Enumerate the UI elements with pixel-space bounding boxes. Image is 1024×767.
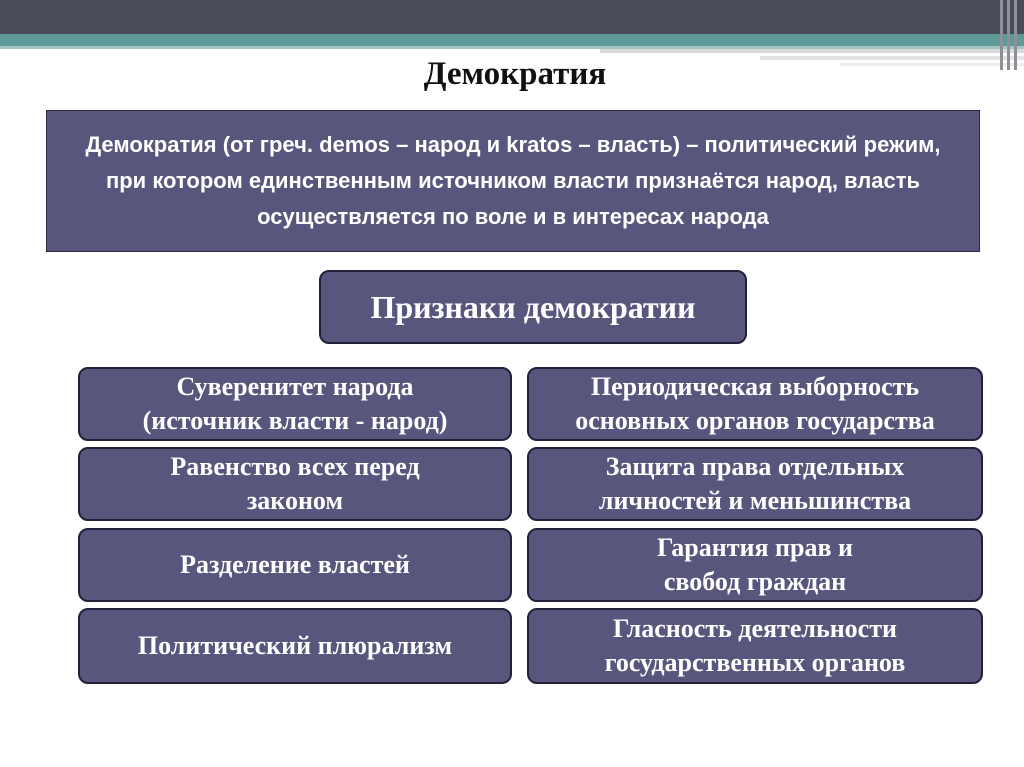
feature-box-elections bbox=[527, 367, 983, 441]
top-teal-band bbox=[0, 34, 1024, 46]
feature-box-rights-guarantee bbox=[527, 528, 983, 602]
feature-line: государственных органов bbox=[604, 648, 906, 677]
feature-line: (источник власти - народ) bbox=[142, 406, 448, 435]
feature-line: Гласность деятельности bbox=[613, 614, 897, 643]
feature-line: Равенство всех перед bbox=[170, 452, 420, 481]
feature-line: Суверенитет народа bbox=[176, 372, 414, 401]
feature-box-transparency bbox=[527, 608, 983, 684]
features-heading: Признаки демократии bbox=[370, 289, 696, 325]
definition-box bbox=[46, 110, 980, 252]
features-heading-box bbox=[319, 270, 747, 344]
feature-line: Политический плюрализм bbox=[137, 631, 453, 660]
top-dark-bar bbox=[0, 0, 1024, 34]
feature-box-minority-rights bbox=[527, 447, 983, 521]
feature-box-pluralism bbox=[78, 608, 512, 684]
feature-line: законом bbox=[246, 486, 344, 515]
feature-line: Периодическая выборность bbox=[590, 372, 920, 401]
feature-line: Гарантия прав и bbox=[657, 533, 853, 562]
feature-box-separation-of-powers bbox=[78, 528, 512, 602]
feature-box-sovereignty bbox=[78, 367, 512, 441]
decor-stripe bbox=[600, 49, 1024, 53]
feature-line: Разделение властей bbox=[180, 550, 410, 579]
feature-line: основных органов государства bbox=[575, 406, 935, 435]
feature-line: личностей и меньшинства bbox=[598, 486, 912, 515]
page-title: Демократия bbox=[423, 56, 607, 92]
feature-line: свобод граждан bbox=[663, 567, 847, 596]
definition-text: Демократия (от греч. demos – народ и kratos – власть) – политический режим, при котором единственным источником власти признаётся народ, власть осуществляется по воле и в интересах народа bbox=[85, 132, 941, 229]
feature-box-equality bbox=[78, 447, 512, 521]
feature-line: Защита права отдельных bbox=[605, 452, 905, 481]
